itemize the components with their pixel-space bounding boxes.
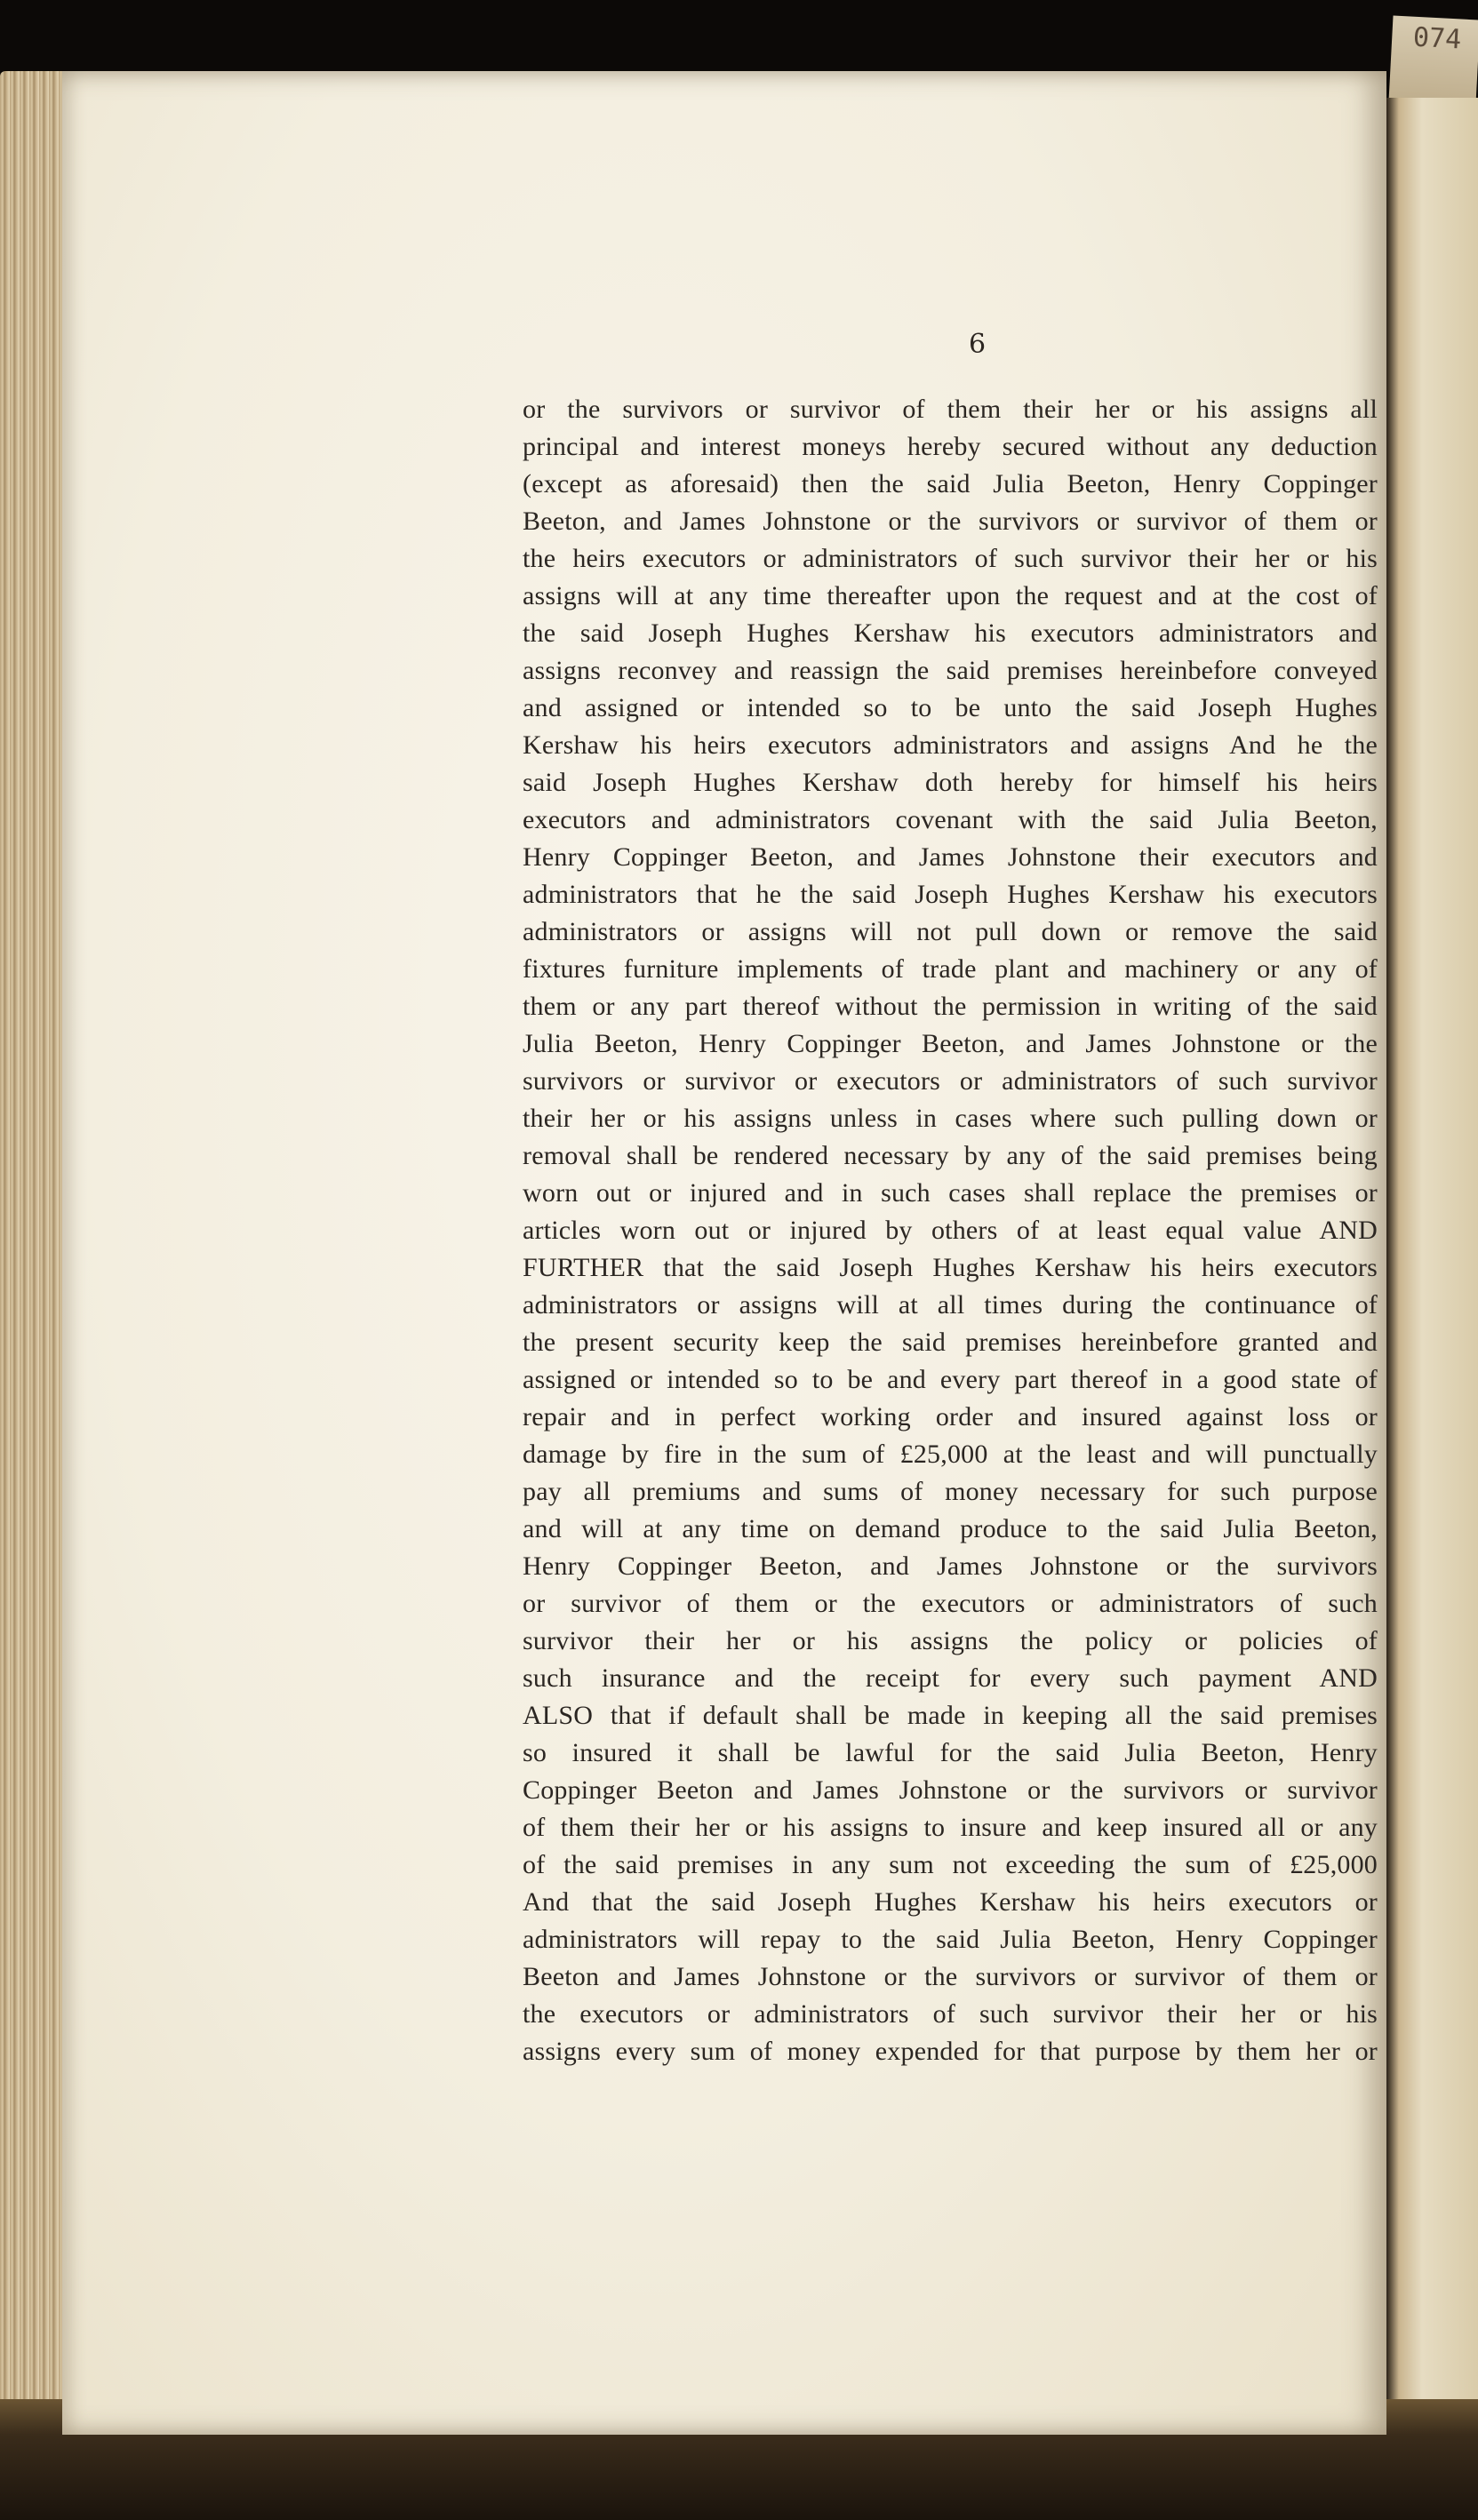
text-line: or survivor of them or the executors or administrators of such [523, 1589, 1378, 1618]
text-line: Beeton and James Johnstone or the survivors or survivor of them or [523, 1962, 1378, 1991]
text-line: survivors or survivor or executors or administrators of such survivor [523, 1066, 1378, 1096]
text-line: pay all premiums and sums of money necessary for such purpose [523, 1477, 1378, 1506]
text-line: so insured it shall be lawful for the said Julia Beeton, Henry [523, 1738, 1378, 1767]
body-text [523, 391, 1378, 2070]
text-line: said Joseph Hughes Kershaw doth hereby for himself his heirs [523, 768, 1378, 797]
text-line: administrators that he the said Joseph Hughes Kershaw his executors [523, 880, 1378, 909]
text-line: administrators or assigns will not pull down or remove the said [523, 917, 1378, 946]
text-line: and assigned or intended so to be unto the said Joseph Hughes [523, 693, 1378, 722]
text-line: Coppinger Beeton and James Johnstone or the survivors or survivor [523, 1775, 1378, 1805]
text-line: principal and interest moneys hereby secured without any deduction [523, 432, 1378, 461]
text-line: Kershaw his heirs executors administrators and assigns And he the [523, 730, 1378, 760]
text-line: such insurance and the receipt for every such payment AND [523, 1663, 1378, 1693]
text-line: assigns reconvey and reassign the said premises hereinbefore conveyed [523, 656, 1378, 685]
text-line: (except as aforesaid) then the said Julia Beeton, Henry Coppinger [523, 469, 1378, 498]
corner-tab-text: 074 [1412, 21, 1463, 56]
text-line: Julia Beeton, Henry Coppinger Beeton, and James Johnstone or the [523, 1029, 1378, 1058]
text-line: FURTHER that the said Joseph Hughes Kershaw his heirs executors [523, 1253, 1378, 1282]
text-line: executors and administrators covenant with the said Julia Beeton, [523, 805, 1378, 834]
text-line: the present security keep the said premises hereinbefore granted and [523, 1328, 1378, 1357]
text-line: and will at any time on demand produce to the said Julia Beeton, [523, 1514, 1378, 1543]
text-line: removal shall be rendered necessary by any of the said premises being [523, 1141, 1378, 1170]
text-line: fixtures furniture implements of trade plant and machinery or any of [523, 954, 1378, 984]
text-line: the said Joseph Hughes Kershaw his executors administrators and [523, 618, 1378, 648]
page-number: 6 [969, 329, 987, 360]
text-line: Henry Coppinger Beeton, and James Johnstone their executors and [523, 842, 1378, 872]
text-line: or the survivors or survivor of them their her or his assigns all [523, 395, 1378, 424]
text-line: the executors or administrators of such survivor their her or his [523, 1999, 1378, 2029]
text-line: of them their her or his assigns to insure and keep insured all or any [523, 1813, 1378, 1842]
text-line: assigned or intended so to be and every part thereof in a good state of [523, 1365, 1378, 1394]
text-line: administrators will repay to the said Julia Beeton, Henry Coppinger [523, 1925, 1378, 1954]
text-line: repair and in perfect working order and insured against loss or [523, 1402, 1378, 1431]
text-line: And that the said Joseph Hughes Kershaw his heirs executors or [523, 1887, 1378, 1917]
text-line: of the said premises in any sum not exceeding the sum of £25,000 [523, 1850, 1378, 1879]
text-line: assigns every sum of money expended for that purpose by them her or [523, 2037, 1378, 2066]
text-line: Henry Coppinger Beeton, and James Johnstone or the survivors [523, 1551, 1378, 1581]
right-neighbour-page [1386, 98, 1478, 2444]
text-line: articles worn out or injured by others of at least equal value AND [523, 1216, 1378, 1245]
text-line: ALSO that if default shall be made in keeping all the said premises [523, 1701, 1378, 1730]
text-line: their her or his assigns unless in cases where such pulling down or [523, 1104, 1378, 1133]
text-line: worn out or injured and in such cases shall replace the premises or [523, 1178, 1378, 1208]
text-line: damage by fire in the sum of £25,000 at the least and will punctually [523, 1439, 1378, 1469]
text-line: Beeton, and James Johnstone or the survivors or survivor of them or [523, 506, 1378, 536]
text-line: them or any part thereof without the permission in writing of the said [523, 992, 1378, 1021]
text-line: administrators or assigns will at all times during the continuance of [523, 1290, 1378, 1320]
text-line: the heirs executors or administrators of such survivor their her or his [523, 544, 1378, 573]
text-line: survivor their her or his assigns the policy or policies of [523, 1626, 1378, 1655]
text-line: assigns will at any time thereafter upon the request and at the cost of [523, 581, 1378, 610]
